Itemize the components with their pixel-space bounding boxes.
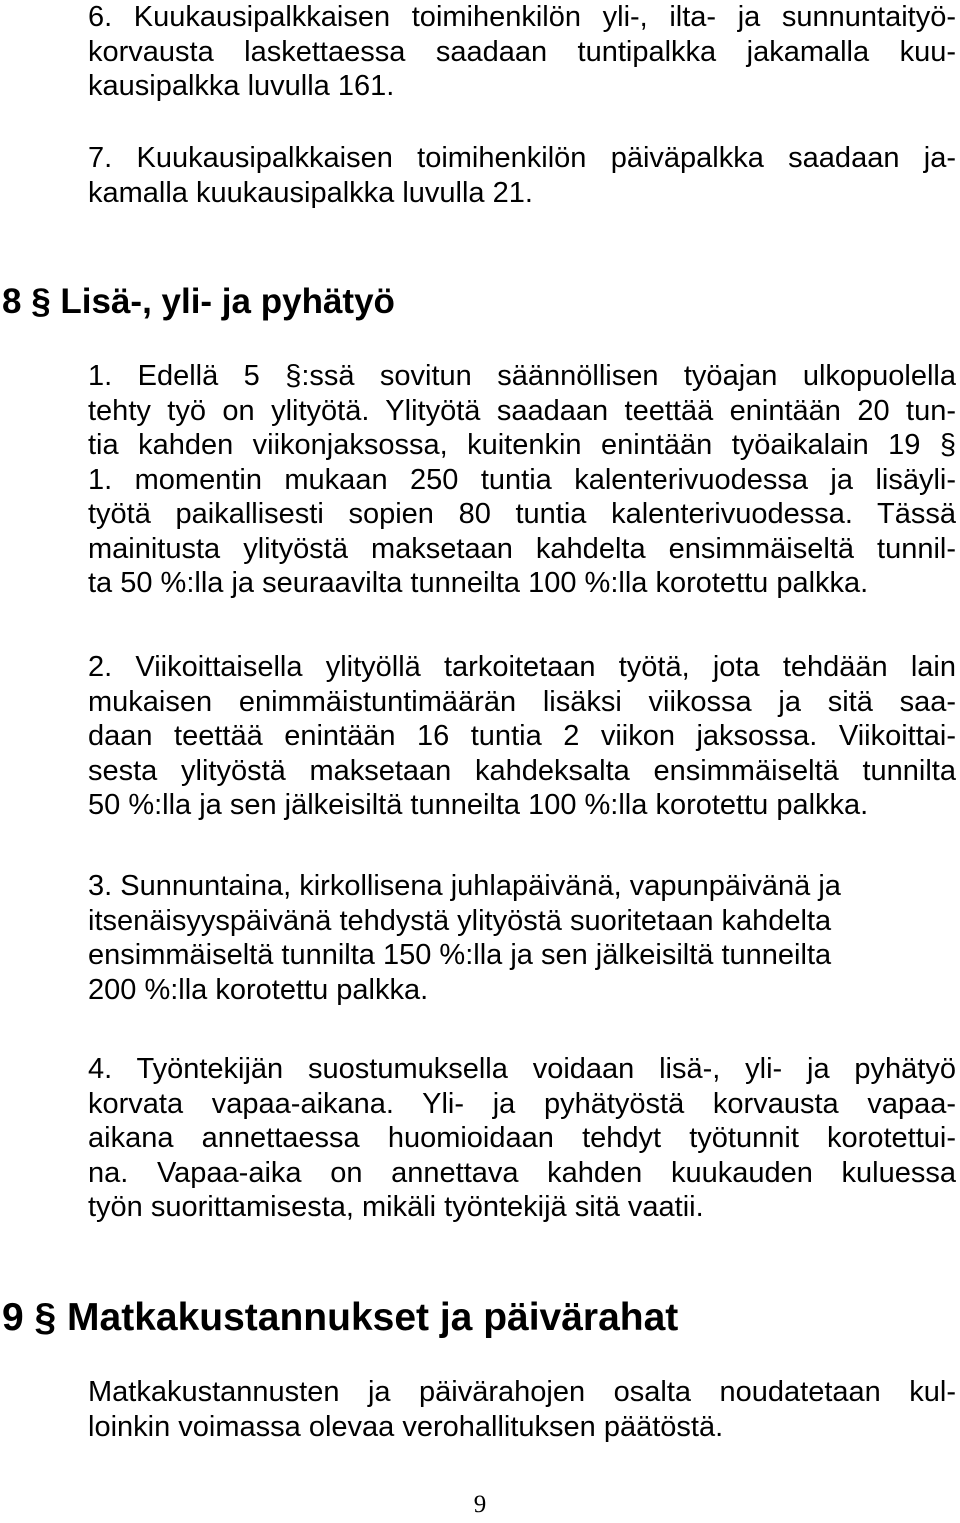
text-line: työtä paikallisesti sopien 80 tuntia kalenterivuodessa. Tässä bbox=[88, 498, 956, 530]
paragraph-item-6 bbox=[88, 0, 956, 104]
paragraph-9-1 bbox=[88, 1375, 956, 1444]
paragraph-8-1 bbox=[88, 359, 956, 601]
text-line: 3. Sunnuntaina, kirkollisena juhlapäivänä, vapunpäivänä ja bbox=[88, 870, 841, 902]
text-line: loinkin voimassa olevaa verohallituksen päätöstä. bbox=[88, 1410, 724, 1443]
text-line: Matkakustannusten ja päivärahojen osalta noudatetaan kul- bbox=[88, 1376, 956, 1408]
paragraph-8-3 bbox=[88, 869, 956, 1007]
text-line: mukaisen enimmäistuntimäärän lisäksi viikossa ja sitä saa- bbox=[88, 685, 956, 718]
section-heading-9: 9 § Matkakustannukset ja päivärahat bbox=[2, 1296, 679, 1339]
text-line: työn suorittamisesta, mikäli työntekijä sitä vaatii. bbox=[88, 1191, 704, 1223]
text-line: 200 %:lla korotettu palkka. bbox=[88, 973, 429, 1006]
text-line: ensimmäiseltä tunnilta 150 %:lla ja sen jälkeisiltä tunneilta bbox=[88, 939, 832, 971]
text-line: 1. momentin mukaan 250 tuntia kalenterivuodessa ja lisäyli- bbox=[88, 463, 956, 496]
text-line: mainitusta ylityöstä maksetaan kahdelta ensimmäiseltä tunnil- bbox=[88, 532, 956, 565]
text-line: sesta ylityöstä maksetaan kahdeksalta ensimmäiseltä tunnilta bbox=[88, 754, 956, 787]
text-line: 4. Työntekijän suostumuksella voidaan lisä-, yli- ja pyhätyö bbox=[88, 1053, 956, 1085]
text-line: ta 50 %:lla ja seuraavilta tunneilta 100 %:lla korotettu palkka. bbox=[88, 567, 869, 599]
text-line: korvata vapaa-aikana. Yli- ja pyhätyöstä korvausta vapaa- bbox=[88, 1087, 956, 1120]
paragraph-8-4 bbox=[88, 1052, 956, 1225]
text-line: 7. Kuukausipalkkaisen toimihenkilön päiväpalkka saadaan ja- bbox=[88, 142, 956, 174]
paragraph-item-7 bbox=[88, 141, 956, 210]
section-heading-8: 8 § Lisä-, yli- ja pyhätyö bbox=[2, 282, 395, 321]
text-line: 2. Viikoittaisella ylityöllä tarkoitetaan työtä, jota tehdään lain bbox=[88, 651, 956, 683]
page-number: 9 bbox=[473, 1491, 487, 1518]
text-line: 1. Edellä 5 §:ssä sovitun säännöllisen työajan ulkopuolella bbox=[88, 360, 956, 392]
text-line: kamalla kuukausipalkka luvulla 21. bbox=[88, 176, 533, 209]
text-line: daan teettää enintään 16 tuntia 2 viikon jaksossa. Viikoittai- bbox=[88, 720, 956, 752]
text-line: tehty työ on ylityötä. Ylityötä saadaan teettää enintään 20 tun- bbox=[88, 394, 956, 427]
text-line: tia kahden viikonjaksossa, kuitenkin enintään työaikalain 19 § bbox=[88, 429, 956, 461]
text-line: 50 %:lla ja sen jälkeisiltä tunneilta 100 %:lla korotettu palkka. bbox=[88, 789, 869, 821]
paragraph-8-2 bbox=[88, 650, 956, 823]
text-line: korvausta laskettaessa saadaan tuntipalkka jakamalla kuu- bbox=[88, 35, 956, 68]
text-line: na. Vapaa-aika on annettava kahden kuukauden kuluessa bbox=[88, 1156, 956, 1189]
text-line: aikana annettaessa huomioidaan tehdyt työtunnit korotettui- bbox=[88, 1122, 956, 1154]
text-line: itsenäisyyspäivänä tehdystä ylityöstä suoritetaan kahdelta bbox=[88, 904, 832, 937]
text-line: kausipalkka luvulla 161. bbox=[88, 70, 395, 102]
text-line: 6. Kuukausipalkkaisen toimihenkilön yli-, ilta- ja sunnuntaityö- bbox=[88, 1, 956, 33]
